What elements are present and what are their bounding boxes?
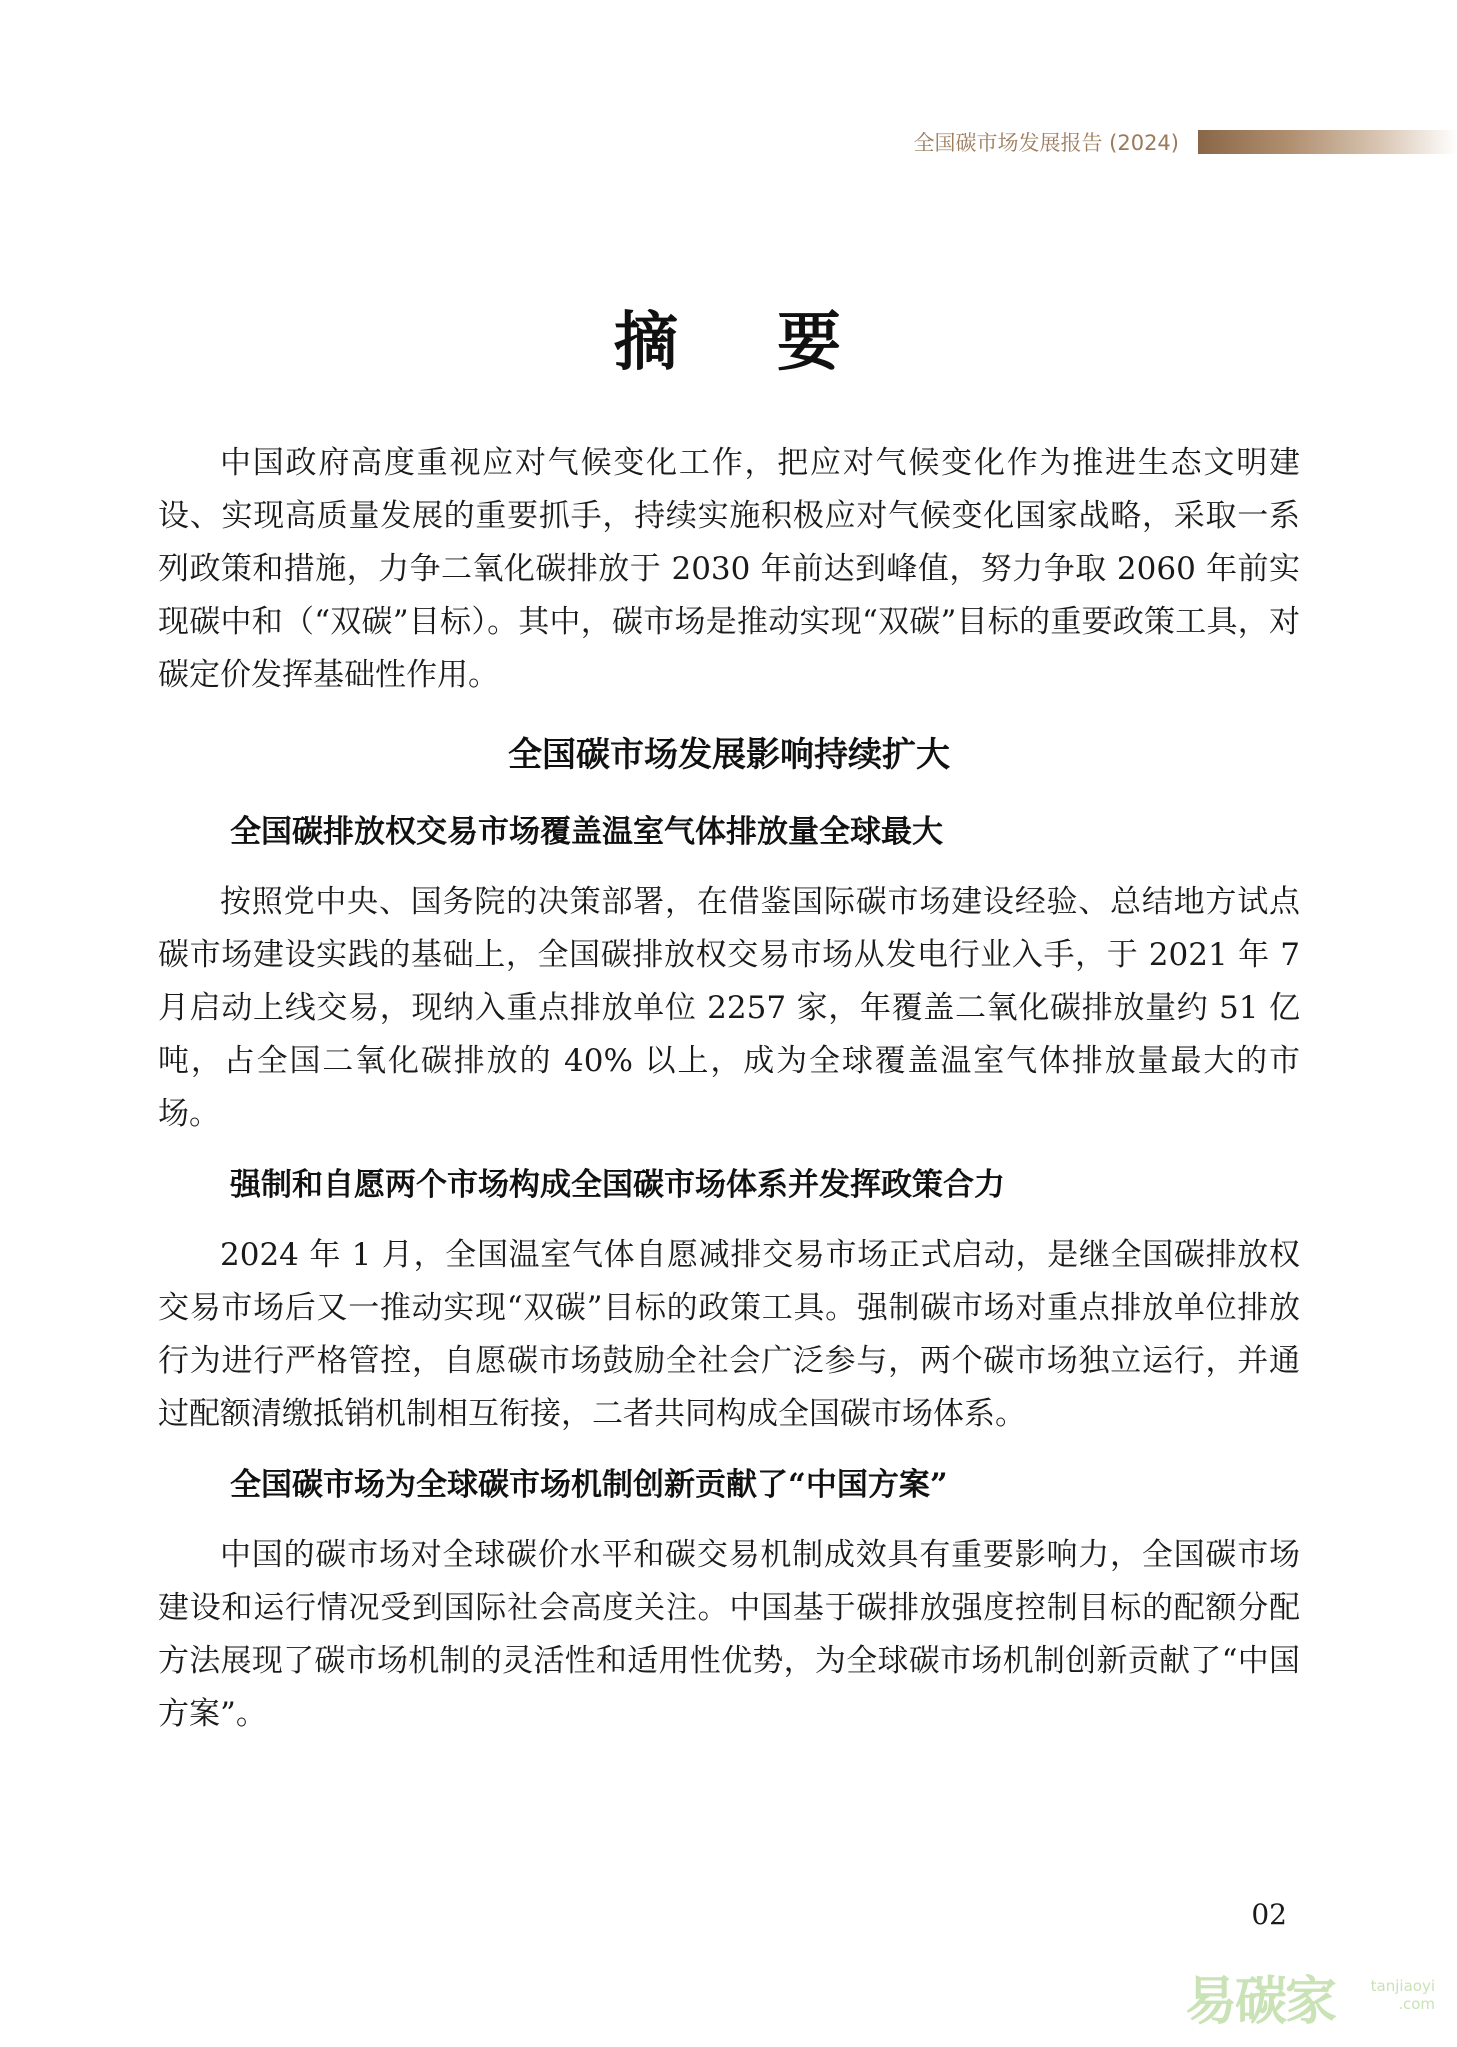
watermark-logo-text: 易碳家 xyxy=(1185,1972,1336,2032)
header-accent-bar xyxy=(1198,130,1457,154)
subsection-body-3: 中国的碳市场对全球碳价水平和碳交易机制成效具有重要影响力，全国碳市场建设和运行情况受到国际社会高度关注。中国基于碳排放强度控制目标的配额分配方法展现了碳市场机制的灵活性和适用性优势，为全球碳市场机制创新贡献了“中国方案”。 xyxy=(158,1537,1300,1732)
watermark-url-line1: tanjiaoyi xyxy=(1370,1977,1435,1995)
page-title: 摘 要 xyxy=(613,304,844,380)
subsection-heading-1: 全国碳排放权交易市场覆盖温室气体排放量全球最大 xyxy=(230,814,943,850)
subsection-heading-3: 全国碳市场为全球碳市场机制创新贡献了“中国方案” xyxy=(230,1467,948,1503)
page-number: 02 xyxy=(1251,1898,1287,1931)
abstract-content xyxy=(158,437,1300,1741)
subsection-heading-2: 强制和自愿两个市场构成全国碳市场体系并发挥政策合力 xyxy=(230,1167,1005,1203)
subsection-body-2: 2024 年 1 月，全国温室气体自愿减排交易市场正式启动，是继全国碳排放权交易市场后又一推动实现“双碳”目标的政策工具。强制碳市场对重点排放单位排放行为进行严格管控，自愿碳市场鼓励全社会广泛参与，两个碳市场独立运行，并通过配额清缴抵销机制相互衔接，二者共同构成全国碳市场体系。 xyxy=(158,1237,1300,1432)
watermark-url-line2: .com xyxy=(1398,1995,1435,2013)
section-heading: 全国碳市场发展影响持续扩大 xyxy=(508,735,950,775)
running-header xyxy=(0,123,1457,163)
subsection-body-1: 按照党中央、国务院的决策部署，在借鉴国际碳市场建设经验、总结地方试点碳市场建设实践的基础上，全国碳排放权交易市场从发电行业入手，于 2021 年 7 月启动上线交易，现纳入重点排放单位 2257 家，年覆盖二氧化碳排放量约 51 亿吨，占全国二氧化碳排放的 40% 以上，成为全球覆盖温室气体排放量最大的市场。 xyxy=(158,884,1300,1132)
watermark-logo xyxy=(1185,1969,1435,2035)
watermark-url xyxy=(1371,1977,1435,2013)
running-header-title: 全国碳市场发展报告 (2024) xyxy=(913,131,1179,155)
intro-paragraph: 中国政府高度重视应对气候变化工作，把应对气候变化作为推进生态文明建设、实现高质量发展的重要抓手，持续实施积极应对气候变化国家战略，采取一系列政策和措施，力争二氧化碳排放于 2030 年前达到峰值，努力争取 2060 年前实现碳中和（“双碳”目标）。其中，碳市场是推动实现“双碳”目标的重要政策工具，对碳定价发挥基础性作用。 xyxy=(158,445,1300,693)
